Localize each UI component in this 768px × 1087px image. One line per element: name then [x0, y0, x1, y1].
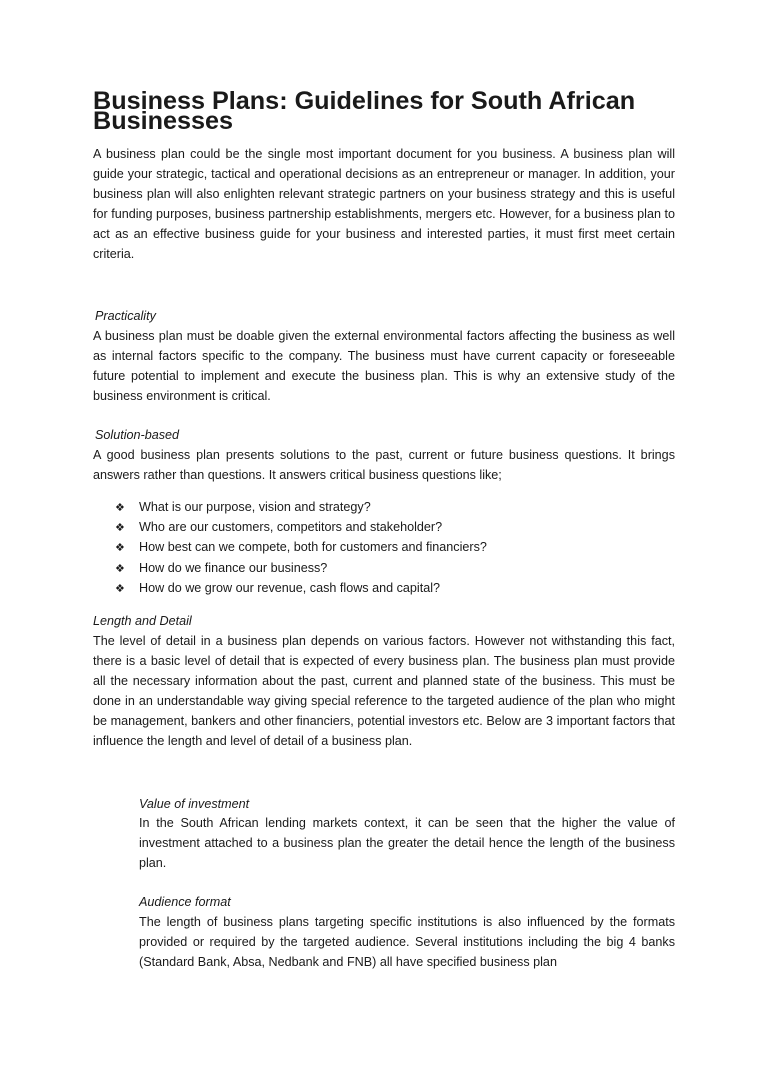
value-of-investment-heading: Value of investment: [139, 796, 250, 811]
list-item: [115, 498, 675, 518]
list-item: [115, 538, 675, 558]
question-text: How do we finance our business?: [139, 560, 328, 575]
diamond-bullet-icon: ❖: [115, 561, 125, 575]
audience-format-heading: Audience format: [139, 895, 231, 910]
audience-format-subsection: [139, 893, 675, 973]
solution-based-body: A good business plan presents solutions to the past, current or future business questions. It brings answers rather than questions. It answers critical business questions like;: [93, 447, 675, 482]
diamond-bullet-icon: ❖: [115, 520, 125, 534]
question-text: Who are our customers, competitors and stakeholder?: [139, 519, 443, 534]
document-page: [93, 87, 675, 973]
value-of-investment-subsection: [139, 795, 675, 875]
diamond-bullet-icon: ❖: [115, 500, 125, 514]
solution-based-heading: Solution-based: [95, 427, 180, 442]
questions-list: [93, 498, 675, 599]
question-text: What is our purpose, vision and strategy?: [139, 499, 371, 514]
length-and-detail-body: The level of detail in a business plan depends on various factors. However not withstanding this fact, there is a basic level of detail that is expected of every business plan. The business plan must provide all the necessary information about the past, current and planned state of the business. This must be done in an understandable way giving special reference to the targeted audience of the plan who might be management, bankers and other financiers, potential investors etc. Below are 3 important factors that influence the length and level of detail of a business plan.: [93, 634, 675, 748]
list-item: [115, 559, 675, 579]
list-item: [115, 518, 675, 538]
audience-format-body: The length of business plans targeting specific institutions is also influenced by the formats provided or required by the targeted audience. Several institutions including the big 4 banks (Standard Bank, Absa, Nedbank and FNB) all have specified business plan: [139, 915, 675, 969]
question-text: How do we grow our revenue, cash flows and capital?: [139, 580, 441, 595]
practicality-heading: Practicality: [95, 309, 156, 324]
diamond-bullet-icon: ❖: [115, 541, 125, 555]
list-item: [115, 579, 675, 599]
question-text: How best can we compete, both for customers and financiers?: [139, 540, 487, 555]
document-title: Business Plans: Guidelines for South African Businesses: [93, 87, 636, 135]
length-and-detail-heading: Length and Detail: [93, 614, 192, 629]
value-of-investment-body: In the South African lending markets context, it can be seen that the higher the value of investment attached to a business plan the greater the detail hence the length of the business plan.: [139, 816, 675, 871]
practicality-body: A business plan must be doable given the external environmental factors affecting the business as well as internal factors specific to the company. The business must have current capacity or foreseeable future potential to implement and execute the business plan. This is why an extensive study of the business environment is critical.: [93, 329, 675, 404]
diamond-bullet-icon: ❖: [115, 581, 125, 595]
intro-paragraph: A business plan could be the single most important document for you business. A business plan will guide your strategic, tactical and operational decisions as an entrepreneur or manager. In addition, your business plan will also enlighten relevant strategic partners on your business strategy and this is useful for funding purposes, business partnership establishments, mergers etc. However, for a business plan to act as an effective business guide for your business and interested parties, it must first meet certain criteria.: [93, 147, 675, 261]
